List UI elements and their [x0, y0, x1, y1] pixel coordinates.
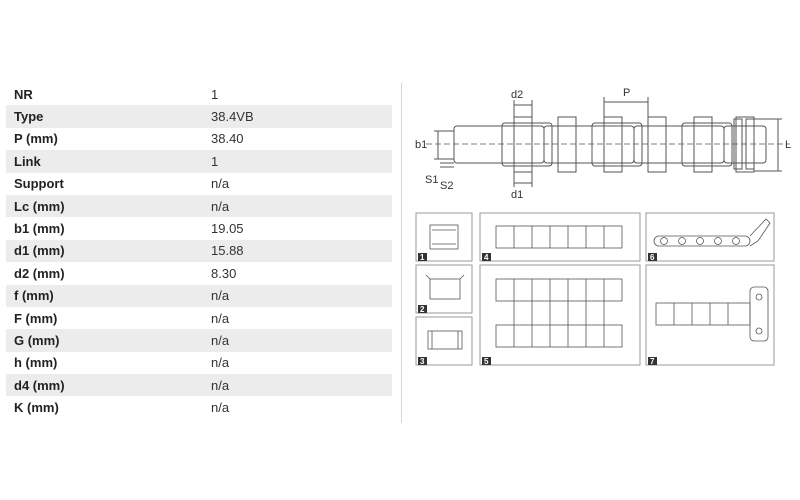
spec-label: P (mm) [14, 131, 58, 147]
spec-label: Link [14, 153, 41, 169]
spec-value: 38.4VB [211, 109, 254, 125]
panel-number: 1 [420, 253, 425, 262]
dim-d1-label: d1 [511, 189, 524, 201]
spec-value: n/a [211, 198, 230, 214]
spec-value: 1 [211, 153, 219, 169]
spec-table-body [6, 83, 392, 419]
spec-row [6, 105, 392, 127]
spec-label: G (mm) [14, 332, 60, 348]
spec-label: K (mm) [14, 400, 59, 416]
spec-value: n/a [211, 288, 230, 304]
spec-row [6, 83, 392, 105]
spec-label: d2 (mm) [14, 265, 65, 281]
divider [401, 83, 402, 423]
spec-label: f (mm) [14, 288, 54, 304]
spec-row [6, 217, 392, 239]
spec-label: d4 (mm) [14, 377, 65, 393]
spec-value: n/a [211, 176, 230, 192]
panel-number: 6 [650, 253, 655, 262]
spec-label: F (mm) [14, 310, 58, 326]
spec-value: 1 [211, 86, 219, 102]
dim-d2-label: d2 [511, 89, 524, 101]
spec-row [6, 173, 392, 195]
panel-number: 5 [484, 357, 489, 366]
spec-label: d1 (mm) [14, 243, 65, 259]
spec-value: n/a [211, 310, 230, 326]
panel-number: 7 [650, 357, 655, 366]
spec-row [6, 329, 392, 351]
panel-6 [646, 213, 774, 262]
spec-row [6, 374, 392, 396]
panel-1 [416, 213, 472, 262]
dim-s1-label: S1 [425, 174, 439, 186]
spec-value: 15.88 [211, 243, 244, 259]
panel-2 [416, 265, 472, 314]
panel-number: 4 [484, 253, 489, 262]
panel-3 [416, 317, 472, 366]
chain-diagram [410, 83, 800, 373]
spec-value: n/a [211, 332, 230, 348]
spec-label: NR [14, 86, 33, 102]
panel-number: 3 [420, 357, 425, 366]
spec-row [6, 128, 392, 150]
spec-row [6, 195, 392, 217]
dim-b1-label: b1 [415, 139, 428, 151]
spec-label: Support [14, 176, 64, 192]
panel-5 [480, 265, 640, 366]
dim-p-label: P [623, 87, 631, 99]
panel-4 [480, 213, 640, 262]
spec-value: n/a [211, 355, 230, 371]
spec-row [6, 352, 392, 374]
spec-row [6, 396, 392, 418]
spec-value: 8.30 [211, 265, 237, 281]
spec-row [6, 240, 392, 262]
spec-row [6, 307, 392, 329]
panel-7 [646, 265, 774, 366]
spec-value: n/a [211, 377, 230, 393]
spec-row [6, 262, 392, 284]
dim-s2-label: S2 [440, 180, 454, 192]
spec-label: Lc (mm) [14, 198, 65, 214]
dim-l-label: L [785, 139, 792, 151]
spec-row [6, 150, 392, 172]
spec-label: b1 (mm) [14, 221, 65, 237]
spec-value: n/a [211, 400, 230, 416]
top-view-chain [426, 97, 790, 187]
spec-label: h (mm) [14, 355, 58, 371]
spec-table [6, 83, 392, 419]
spec-label: Type [14, 109, 44, 125]
spec-value: 38.40 [211, 131, 244, 147]
spec-row [6, 285, 392, 307]
spec-value: 19.05 [211, 221, 244, 237]
panel-number: 2 [420, 305, 425, 314]
